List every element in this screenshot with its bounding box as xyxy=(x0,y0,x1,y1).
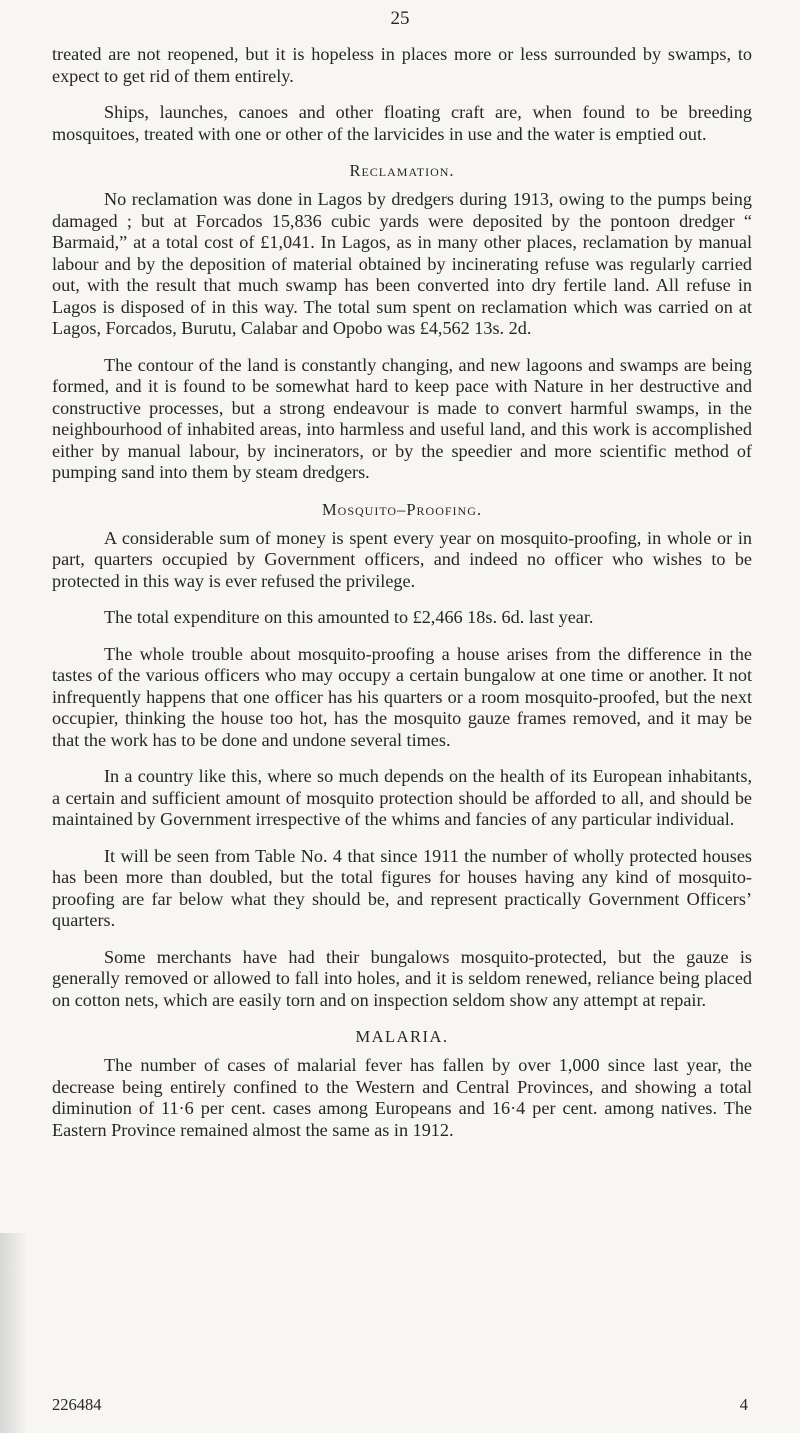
paragraph-reclamation-costs: No reclamation was done in Lagos by dredgers during 1913, owing to the pumps being damaged ; but at Forcados 15,836 cubic yards were deposited by the pontoon dredger “ Barmaid,” at a total cost of £1,041. In Lagos, as in many other places, reclamation by manual labour and by the deposition of material obtained by incinerating refuse was regularly carried out, with the result that much swamp has been converted into dry fertile land. All refuse in Lagos is disposed of in this way. The total sum spent on reclamation which was carried on at Lagos, Forcados, Burutu, Calabar and Opobo was £4,562 13s. 2d. xyxy=(52,189,752,338)
paragraph-table-four: It will be seen from Table No. 4 that since 1911 the number of wholly protected houses has been more than doubled, but the total figures for houses having any kind of mosquito-proofing are far below what they should be, and represent practically Government Officers’ quarters. xyxy=(52,845,752,930)
paragraph-merchants: Some merchants have had their bungalows mosquito-protected, but the gauze is generally removed or allowed to fall into holes, and it is seldom renewed, reliance being placed on cotton nets, which are easily torn and on inspection seldom show any attempt at repair. xyxy=(52,946,752,1010)
paragraph-european-health: In a country like this, where so much depends on the health of its European inhabitants, a certain and sufficient amount of mosquito protection should be afforded to all, and should be maintained by Government irrespective of the whims and fancies of any particular individual. xyxy=(52,766,752,829)
heading-reclamation: Reclamation. xyxy=(349,161,455,180)
paragraph-land-contour: The contour of the land is constantly changing, and new lagoons and swamps are being formed, and it is found to be somewhat hard to keep pace with Nature in her destructive and constructive processes, but a strong endeavour is made to convert harmful swamps, in the neighbourhood of inhabited areas, into harmless and useful land, and this work is accomplished either by manual labour, by incinerators, or by the speedier and more scientific method of pumping sand into them by steam dredgers. xyxy=(52,354,752,482)
signature-mark: 4 xyxy=(739,1395,748,1414)
paragraph-proofing-expenditure: The total expenditure on this amounted to £2,466 18s. 6d. last year. xyxy=(104,607,594,627)
heading-malaria: MALARIA. xyxy=(355,1027,449,1046)
paragraph-swamps: treated are not reopened, but it is hopeless in places more or less surrounded by swamps, to expect to get rid of them entirely. xyxy=(52,44,752,86)
print-reference: 226484 xyxy=(52,1395,102,1414)
page-body xyxy=(52,44,752,1156)
heading-mosquito-proofing: Mosquito–Proofing. xyxy=(321,499,482,519)
paragraph-floating-craft: Ships, launches, canoes and other floating craft are, when found to be breeding mosquitoes, treated with one or other of the larvicides in use and the water is emptied out. xyxy=(52,102,752,144)
paragraph-malaria-cases: The number of cases of malarial fever has fallen by over 1,000 since last year, the decrease being entirely confined to the Western and Central Provinces, and showing a total diminution of 11·6 per cent. cases among Europeans and 16·4 per cent. among natives. The Eastern Province remained almost the same as in 1912. xyxy=(52,1055,752,1140)
paragraph-proofing-trouble: The whole trouble about mosquito-proofing a house arises from the difference in the tastes of the various officers who may occupy a certain bungalow at one time or another. It not infrequently happens that one officer has his quarters or a room mosquito-proofed, but the next occupier, thinking the house too hot, has the mosquito gauze frames removed, and it may be that the work has to be done and undone several times. xyxy=(52,643,752,750)
paragraph-proofing-sum: A considerable sum of money is spent every year on mosquito-proofing, in whole or in part, quarters occupied by Government officers, and indeed no officer who wishes to be protected in this way is ever refused the privilege. xyxy=(52,527,752,591)
page-edge-shadow xyxy=(0,1233,28,1433)
page-number: 25 xyxy=(390,8,410,29)
